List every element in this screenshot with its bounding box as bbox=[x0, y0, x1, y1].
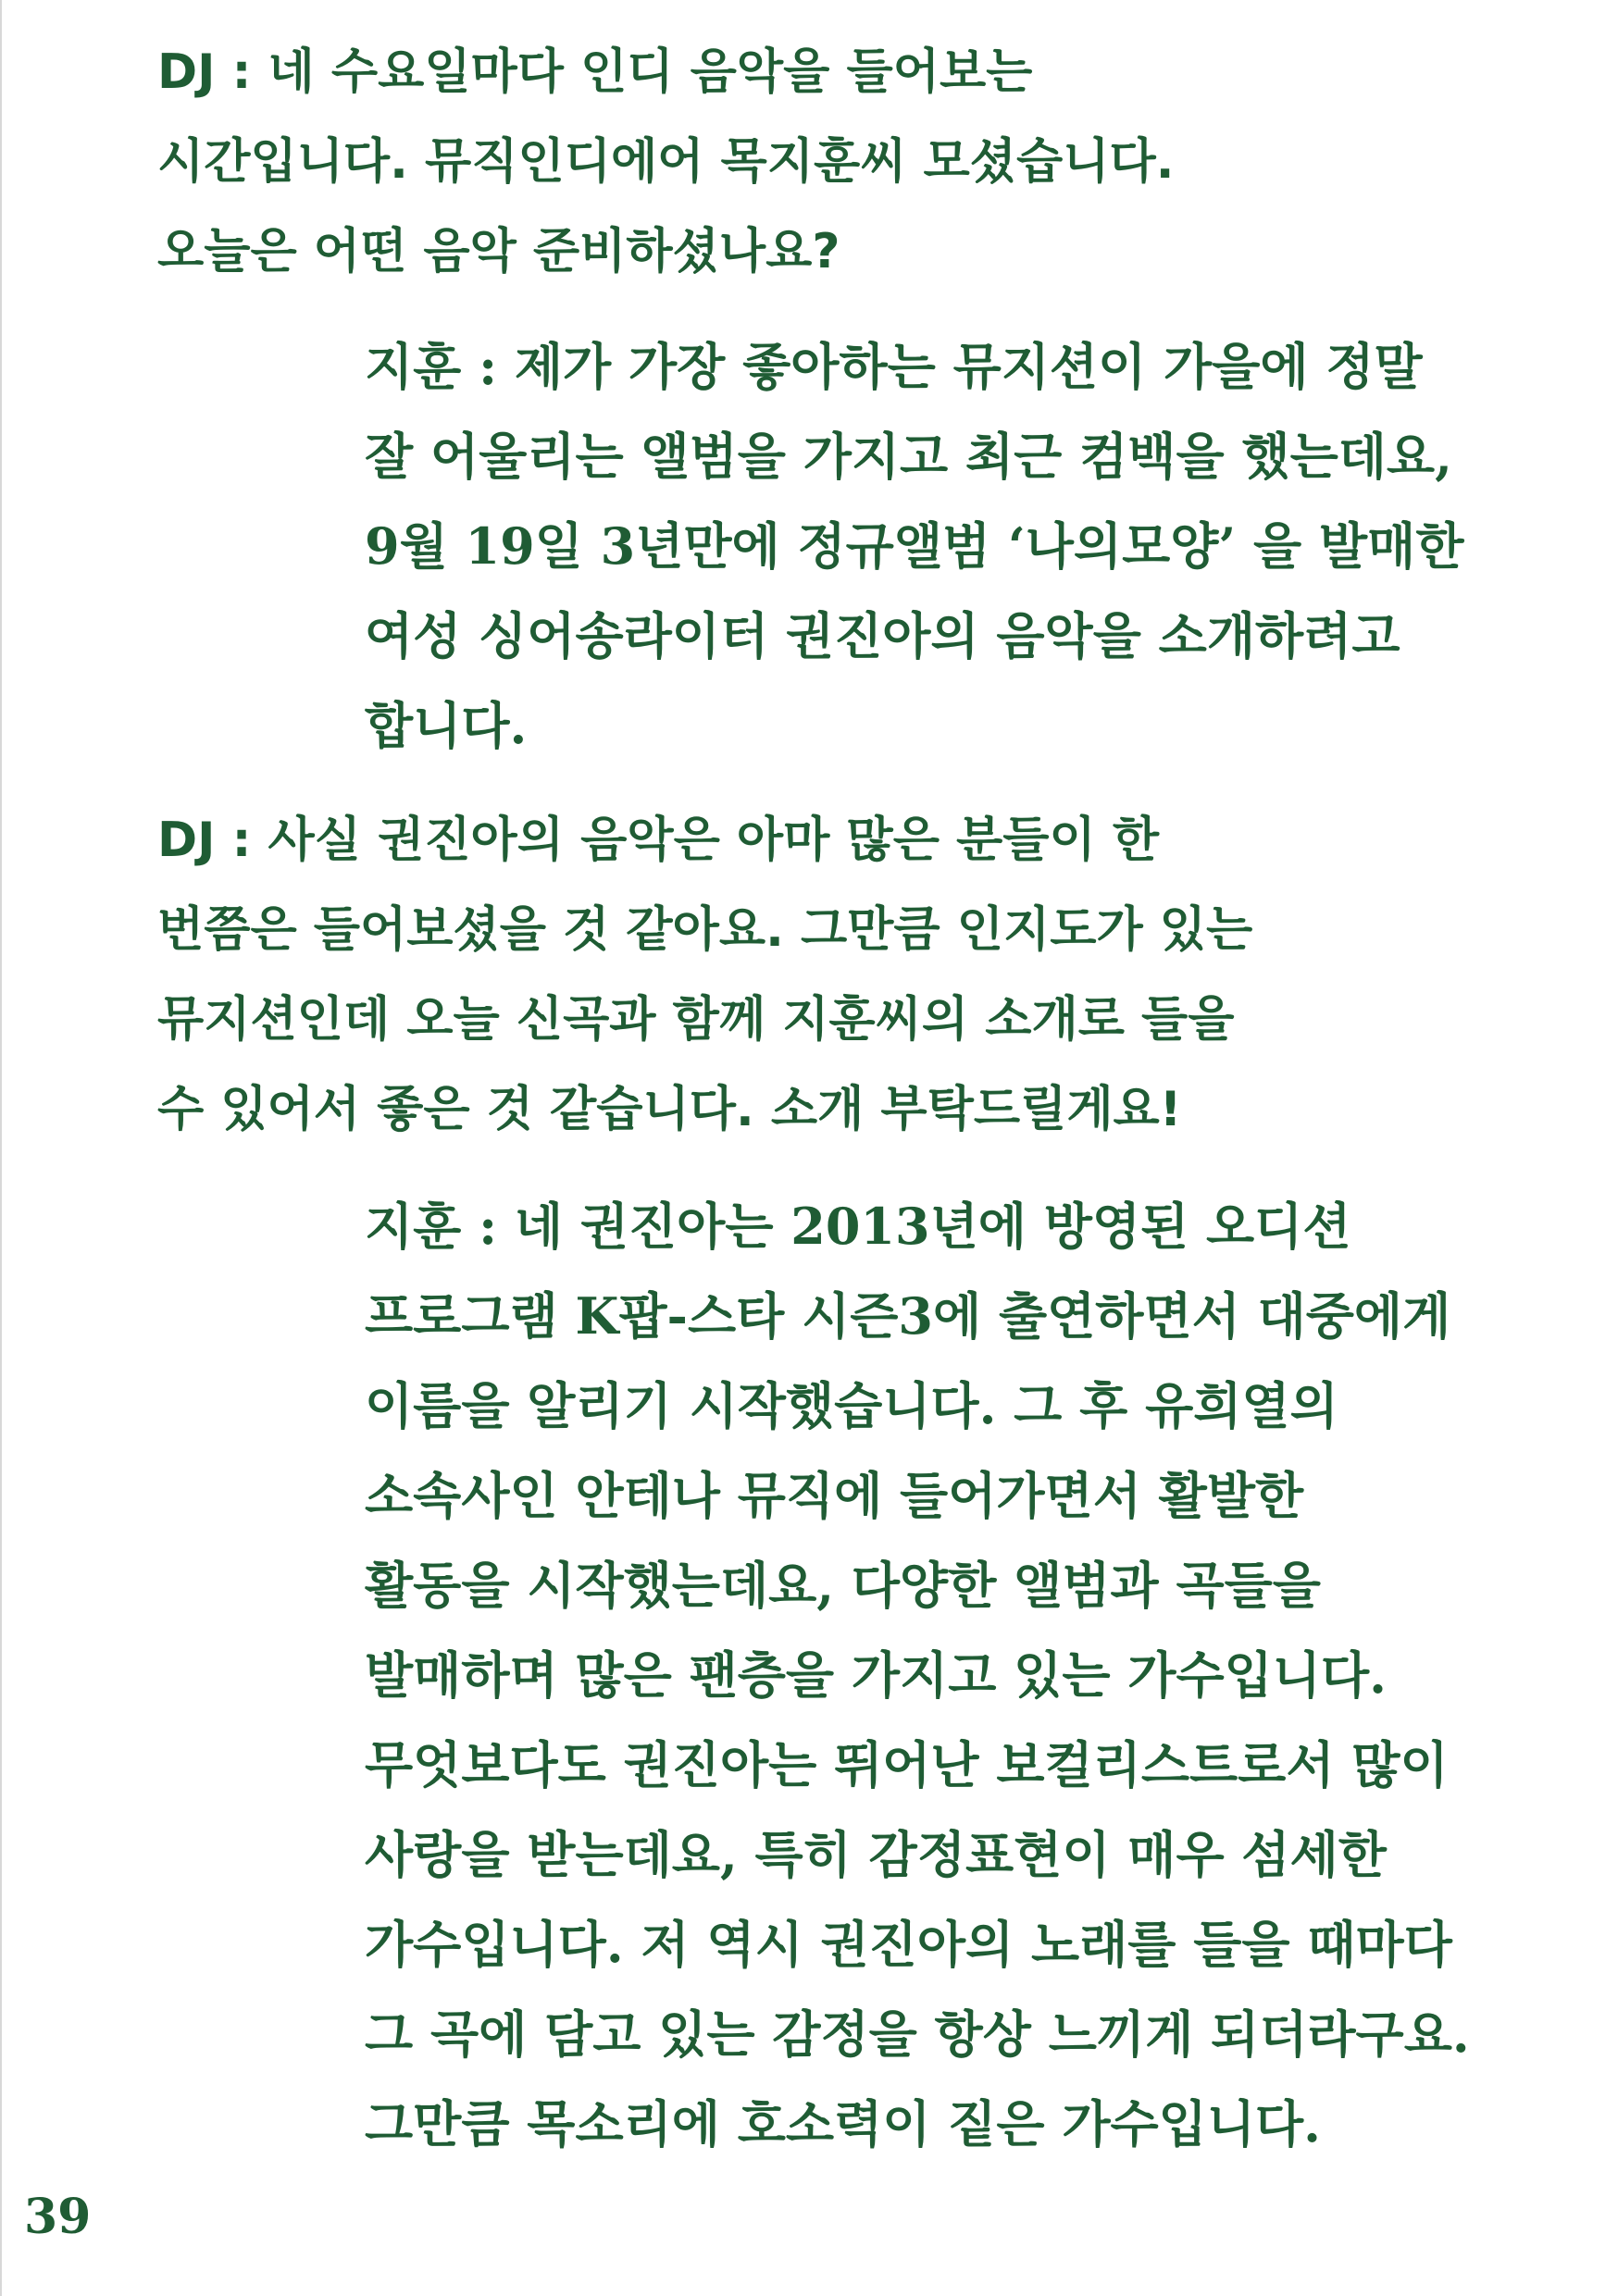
dialogue-line: 발매하며 많은 팬층을 가지고 있는 가수입니다. bbox=[365, 1645, 1387, 1705]
dialogue-jihoon-2 bbox=[365, 1182, 1470, 2169]
dialogue-line: 번쯤은 들어보셨을 것 같아요. 그만큼 인지도가 있는 bbox=[157, 902, 1253, 958]
dialogue-line: 사랑을 받는데요, 특히 감정표현이 매우 섬세한 bbox=[365, 1825, 1387, 1884]
dialogue-dj-2 bbox=[157, 796, 1252, 1155]
dialogue-line: 지훈 : 제가 가장 좋아하는 뮤지션이 가을에 정말 bbox=[365, 337, 1423, 396]
dialogue-line: 9월 19일 3년만에 정규앨범 ‘나의모양’ 을 발매한 bbox=[365, 516, 1464, 576]
dialogue-line: 가수입니다. 저 역시 권진아의 노래를 들을 때마다 bbox=[365, 1915, 1452, 1974]
dialogue-line: 그만큼 목소리에 호소력이 짙은 가수입니다. bbox=[365, 2094, 1321, 2153]
dialogue-line: 여성 싱어송라이터 권진아의 음악을 소개하려고 bbox=[365, 606, 1400, 665]
dialogue-line: 뮤지션인데 오늘 신곡과 함께 지훈씨의 소개로 들을 bbox=[157, 992, 1235, 1048]
dialogue-line: DJ : 네 수요일마다 인디 음악을 들어보는 bbox=[157, 44, 1033, 100]
dialogue-line: 시간입니다. 뮤직인디에어 목지훈씨 모셨습니다. bbox=[157, 134, 1175, 190]
dialogue-line: DJ : 사실 권진아의 음악은 아마 많은 분들이 한 bbox=[157, 813, 1160, 868]
dialogue-line: 프로그램 K팝-스타 시즌3에 출연하면서 대중에게 bbox=[365, 1286, 1451, 1346]
dialogue-line: 수 있어서 좋은 것 같습니다. 소개 부탁드릴게요! bbox=[157, 1082, 1182, 1137]
dialogue-line: 잘 어울리는 앨범을 가지고 최근 컴백을 했는데요, bbox=[365, 427, 1452, 486]
dialogue-dj-1 bbox=[157, 28, 1174, 297]
dialogue-jihoon-1 bbox=[365, 322, 1463, 771]
dialogue-line: 지훈 : 네 권진아는 2013년에 방영된 오디션 bbox=[365, 1197, 1351, 1256]
dialogue-line: 무엇보다도 권진아는 뛰어난 보컬리스트로서 많이 bbox=[365, 1735, 1449, 1794]
dialogue-line: 이름을 알리기 시작했습니다. 그 후 유희열의 bbox=[365, 1376, 1338, 1435]
dialogue-line: 활동을 시작했는데요, 다양한 앨범과 곡들을 bbox=[365, 1556, 1321, 1615]
dialogue-line: 오늘은 어떤 음악 준비하셨나요? bbox=[157, 224, 840, 279]
page-number: 39 bbox=[24, 2189, 92, 2245]
dialogue-line: 소속사인 안테나 뮤직에 들어가면서 활발한 bbox=[365, 1466, 1304, 1525]
dialogue-line: 그 곡에 담고 있는 감정을 항상 느끼게 되더라구요. bbox=[365, 2004, 1470, 2064]
dialogue-line: 합니다. bbox=[365, 696, 528, 755]
